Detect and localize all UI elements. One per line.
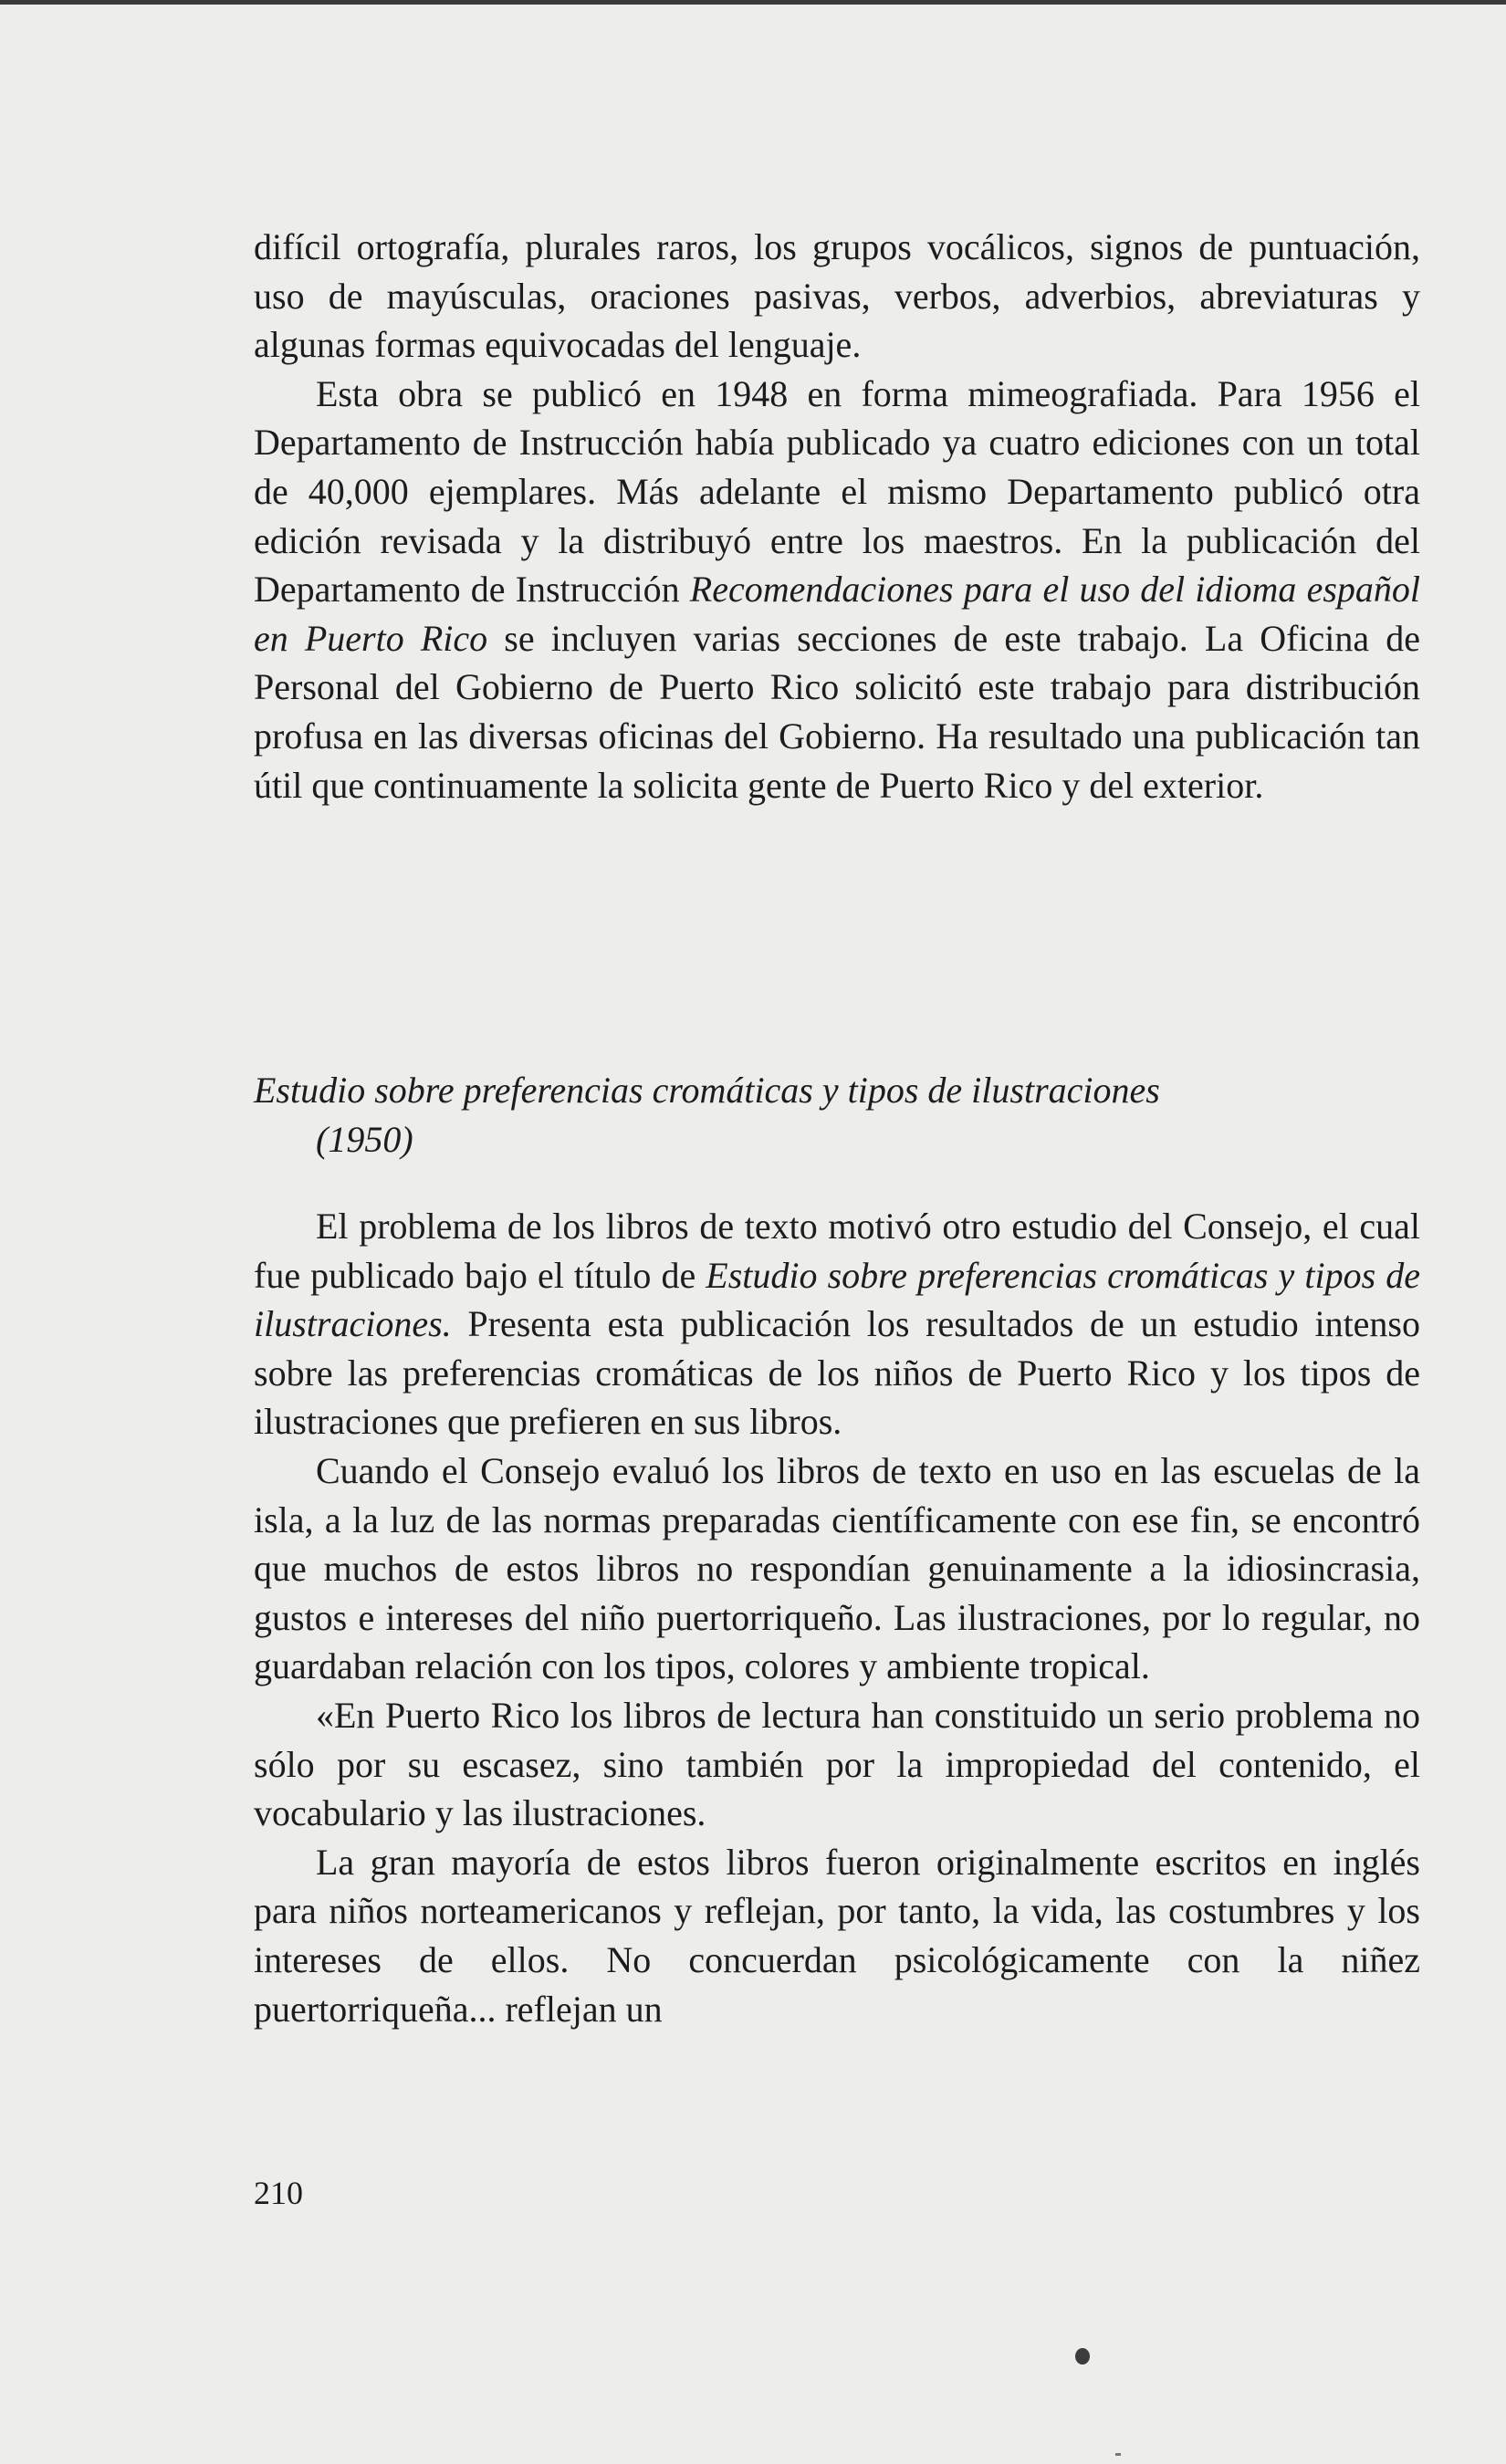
- paragraph-quote-start: «En Puerto Rico los libros de lectura han constituido un serio problema no sólo por su escasez, sino también por la impropiedad del contenido, el vocabulario y las ilustraciones.: [254, 1694, 1420, 1834]
- italic-title: Estudio sobre preferencias cromáticas y tipos de ilustraciones.: [254, 1254, 1421, 1345]
- paragraph-publication-history: [254, 370, 1420, 809]
- ink-speck-small: [1115, 2453, 1121, 2456]
- paragraph-continuation: difícil ortografía, plurales raros, los grupos vocálicos, signos de puntuación, uso de mayúsculas, oraciones pasivas, verbos, adverbios, abreviaturas y algunas formas equivocadas del lenguaje.: [254, 226, 1420, 366]
- italic-title: Recomendaciones para el uso del idioma español en Puerto Rico: [254, 569, 1420, 659]
- body-text-upper: [254, 223, 1420, 809]
- paragraph-text: se incluyen varias secciones de este trabajo. La Oficina de Personal del Gobierno de Puerto Rico solicitó este trabajo para distribución profusa en las diversas oficinas del Gobierno. Ha resultado una publicación tan útil que continuamente la solicita gente de Puerto Rico y del exterior.: [254, 617, 1421, 806]
- section-heading: [254, 1066, 1420, 1164]
- section-heading-year: (1950): [316, 1119, 413, 1160]
- page-top-edge: [0, 0, 1506, 5]
- paragraph-quote-continued: La gran mayoría de estos libros fueron originalmente escritos en inglés para niños norteamericanos y reflejan, por tanto, la vida, las costumbres y los intereses de ellos. No concuerdan psicológicamente con la niñez puertorriqueña... reflejan un: [254, 1841, 1420, 2030]
- paragraph-text: Presenta esta publicación los resultados de un estudio intenso sobre las preferencias cromáticas de los niños de Puerto Rico y los tipos de ilustraciones que prefieren en sus libros.: [254, 1303, 1420, 1443]
- page-number: 210: [254, 2175, 303, 2211]
- paragraph-text: El problema de los libros de texto motivó otro estudio del Consejo, el cual fue publicado bajo el título de: [254, 1206, 1420, 1296]
- ink-speck: [1075, 2348, 1090, 2365]
- paragraph-evaluation: Cuando el Consejo evaluó los libros de texto en uso en las escuelas de la isla, a la luz de las normas preparadas científicamente con ese fin, se encontró que muchos de estos libros no respondían genuinamente a la idiosincrasia, gustos e intereses del niño puertorriqueño. Las ilustraciones, por lo regular, no guardaban relación con los tipos, colores y ambiente tropical.: [254, 1449, 1420, 1687]
- paragraph-study-intro: [254, 1202, 1420, 1446]
- paragraph-text: Esta obra se publicó en 1948 en forma mimeografiada. Para 1956 el Departamento de Instrucción había publicado ya cuatro ediciones con un total de 40,000 ejemplares. Más adelante el mismo Departamento publicó otra edición revisada y la distribuyó entre los maestros. En la publicación del Departamento de Instrucción: [254, 372, 1420, 611]
- section-heading-title: Estudio sobre preferencias cromáticas y tipos de ilustraciones: [254, 1070, 1160, 1111]
- body-text-lower: [254, 1202, 1420, 2033]
